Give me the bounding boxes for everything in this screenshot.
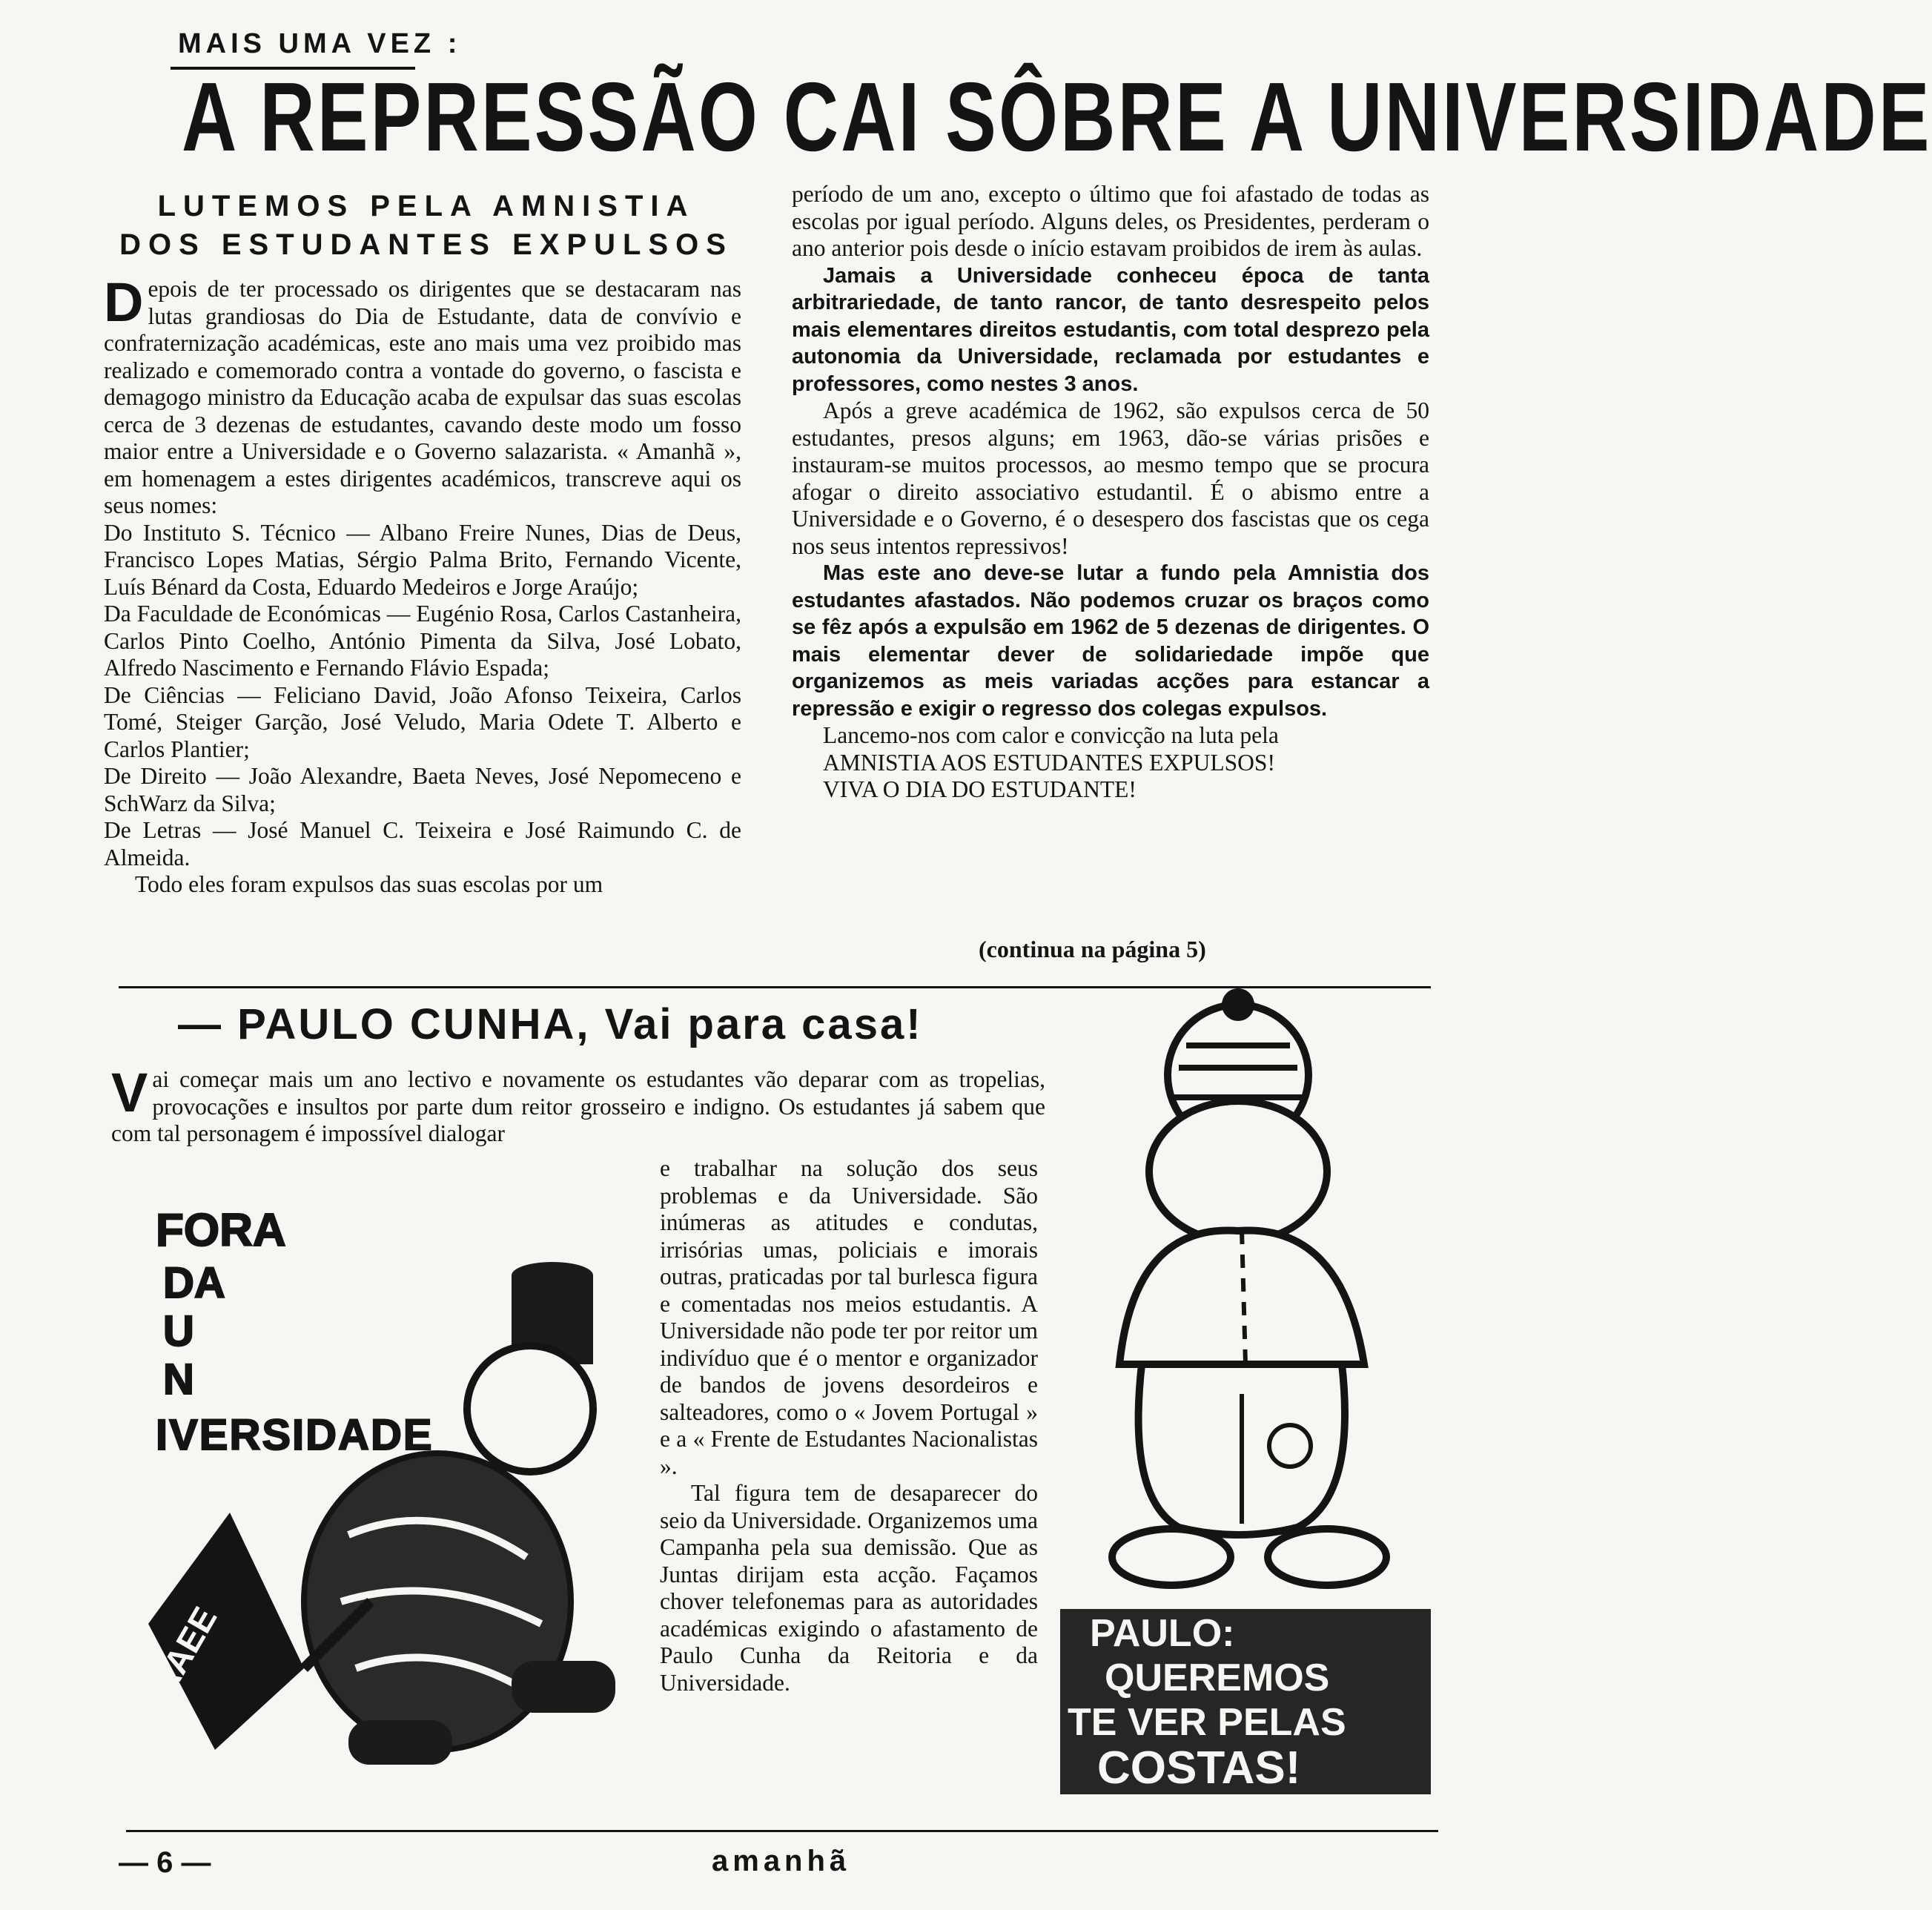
article1-right-column — [792, 181, 1429, 804]
article2-col-p2: Tal figura tem de desaparecer do seio da Universidade. Organizemos uma Campanha pela sua demissão. Que as Juntas dirijam esta acção. Façamos chover telefonemas para as autoridades académicas exigindo o afastamento de Paulo Cunha da Reitoria e da Universidade. — [660, 1480, 1038, 1696]
cartoon-word-n: N — [163, 1355, 194, 1404]
page-number: — 6 — — [119, 1846, 211, 1879]
article2-intro-text: ai começar mais um ano lectivo e novamente os estudantes vão deparar com as tropelias, provocações e insultos por parte dum reitor grosseiro e indigno. Os estudantes já sabem que com tal personagem é impossível dialogar — [111, 1066, 1045, 1146]
closing-line: Todo eles foram expulsos das suas escolas por um — [135, 871, 603, 897]
cartoon-word-iversidade: IVERSIDADE — [156, 1411, 434, 1459]
cartoon-word-u: U — [163, 1307, 194, 1355]
footer-rule — [126, 1830, 1438, 1832]
article2-intro — [111, 1062, 1045, 1148]
names-economicas: Da Faculdade de Económicas — Eugénio Rosa, Carlos Castanheira, Carlos Pinto Coelho, António Pimenta da Silva, José Lobato, Alfredo Nascimento e Fernando Flávio Espada; — [104, 601, 741, 681]
sign-line-1: PAULO: — [1090, 1612, 1235, 1655]
kicker: MAIS UMA VEZ : — [178, 28, 462, 59]
right-p4: Mas este ano deve-se lutar a fundo pela Amnistia dos estudantes afastados. Não podemos cruzar os braços como se fêz após a expulsão em 1962 de 5 dezenas de dirigentes. O mais elementar dever de solidariedade impõe que organizemos as meis variadas acções para estancar a repressão e exigir o regresso dos colegas expulsos. — [792, 561, 1429, 721]
dropcap-v: V — [111, 1062, 148, 1123]
right-p7: VIVA O DIA DO ESTUDANTE! — [823, 776, 1137, 802]
headline: A REPRESSÃO CAI SÔBRE A UNIVERSIDADE — [182, 62, 1932, 171]
cartoon-fora-da-universidade — [126, 1186, 660, 1780]
right-p6: AMNISTIA AOS ESTUDANTES EXPULSOS! — [823, 749, 1275, 776]
cartoon-word-fora: FORA — [156, 1205, 286, 1256]
intro-paragraph — [104, 271, 741, 520]
dropcap: D — [104, 271, 144, 333]
article1-left-column — [104, 271, 741, 899]
names-letras: De Letras — José Manuel C. Teixeira e José Raimundo C. de Almeida. — [104, 817, 741, 870]
sign-line-3: TE VER PELAS — [1068, 1701, 1346, 1744]
masthead: amanhã — [712, 1845, 851, 1877]
article2-col-p1: e trabalhar na solução dos seus problemas e da Universidade. São inúmeras as atitudes e condutas, irrisórias umas, policiais e imorais outras, praticadas por tal burlesca figura e comentadas nos meios estudantis. A Universidade não pode ter por reitor um indivíduo que é o mentor e organizador de bandos de jovens desordeiros e salteadores, como o « Jovem Portugal » e a « Frente de Estudantes Nacionalistas ». — [660, 1155, 1038, 1479]
cartoon-foot-icon — [512, 1661, 615, 1713]
cartoon-head-back-icon — [1149, 1101, 1327, 1242]
names-tecnico: Do Instituto S. Técnico — Albano Freire Nunes, Dias de Deus, Francisco Lopes Matias, Sérgio Palma Brito, Fernando Vicente, Luís Bénard da Costa, Eduardo Medeiros e Jorge Araújo; — [104, 519, 741, 600]
cartoon-flag-label: AAEE — [143, 1600, 225, 1702]
intro-text: epois de ter processado os dirigentes que se destacaram nas lutas grandiosas do Dia de Estudante, data de convívio e confraternização académicas, este ano mais uma vez proibido mas realizado e comemorado contra a vontade do governo, o fascista e demagogo ministro da Educação acaba de expulsar das suas escolas cerca de 3 dezenas de estudantes, cavando deste modo um fosso maior entre a Universidade e o Governo salazarista. « Amanhã », em homenagem a estes dirigentes académicos, transcreve aqui os seus nomes: — [104, 276, 741, 518]
article2-column — [660, 1155, 1038, 1696]
subhead: LUTEMOS PELA AMNISTIA DOS ESTUDANTES EXPULSOS — [119, 190, 733, 261]
names-ciencias: De Ciências — Feliciano David, João Afonso Teixeira, Carlos Tomé, Steiger Garção, José Veludo, Maria Odete T. Alberto e Carlos Plantier; — [104, 681, 741, 762]
cartoon-word-da: DA — [163, 1259, 225, 1307]
right-p1: período de um ano, excepto o último que foi afastado de todas as escolas por igual período. Alguns deles, os Presidentes, perderam o ano anterior pois desde o início estavam proibidos de irem às aulas. — [792, 181, 1429, 261]
cartoon-head-icon — [467, 1346, 593, 1472]
article2-title: — PAULO CUNHA, Vai para casa! — [178, 1000, 923, 1048]
right-p5: Lancemo-nos com calor e convicção na luta pela — [823, 722, 1279, 748]
sign-line-4: COSTAS! — [1097, 1742, 1301, 1794]
sign-line-2: QUEREMOS — [1105, 1656, 1330, 1699]
cartoon-paulo-costas — [1060, 979, 1431, 1802]
continue-note: (continua na página 5) — [979, 936, 1206, 962]
cartoon-coat-icon — [1119, 1231, 1364, 1365]
right-p3: Após a greve académica de 1962, são expulsos cerca de 50 estudantes, presos alguns; em 1963, dão-se várias prisões e instauram-se muitos processos, ao mesmo tempo que se procura afogar o direito associativo estudantil. É o abismo entre a Universidade e o Governo, é o desespero dos fascistas que os cega nos seus intentos repressivos! — [792, 397, 1429, 559]
right-p2: Jamais a Universidade conheceu época de tanta arbitrariedade, de tanto rancor, de tanto desrespeito pelos mais elementares direitos estudantis, com total desprezo pela autonomia da Universidade, reclamada por estudantes e professores, como nestes 3 anos. — [792, 263, 1429, 396]
names-direito: De Direito — João Alexandre, Baeta Neves, José Nepomeceno e SchWarz da Silva; — [104, 763, 741, 816]
